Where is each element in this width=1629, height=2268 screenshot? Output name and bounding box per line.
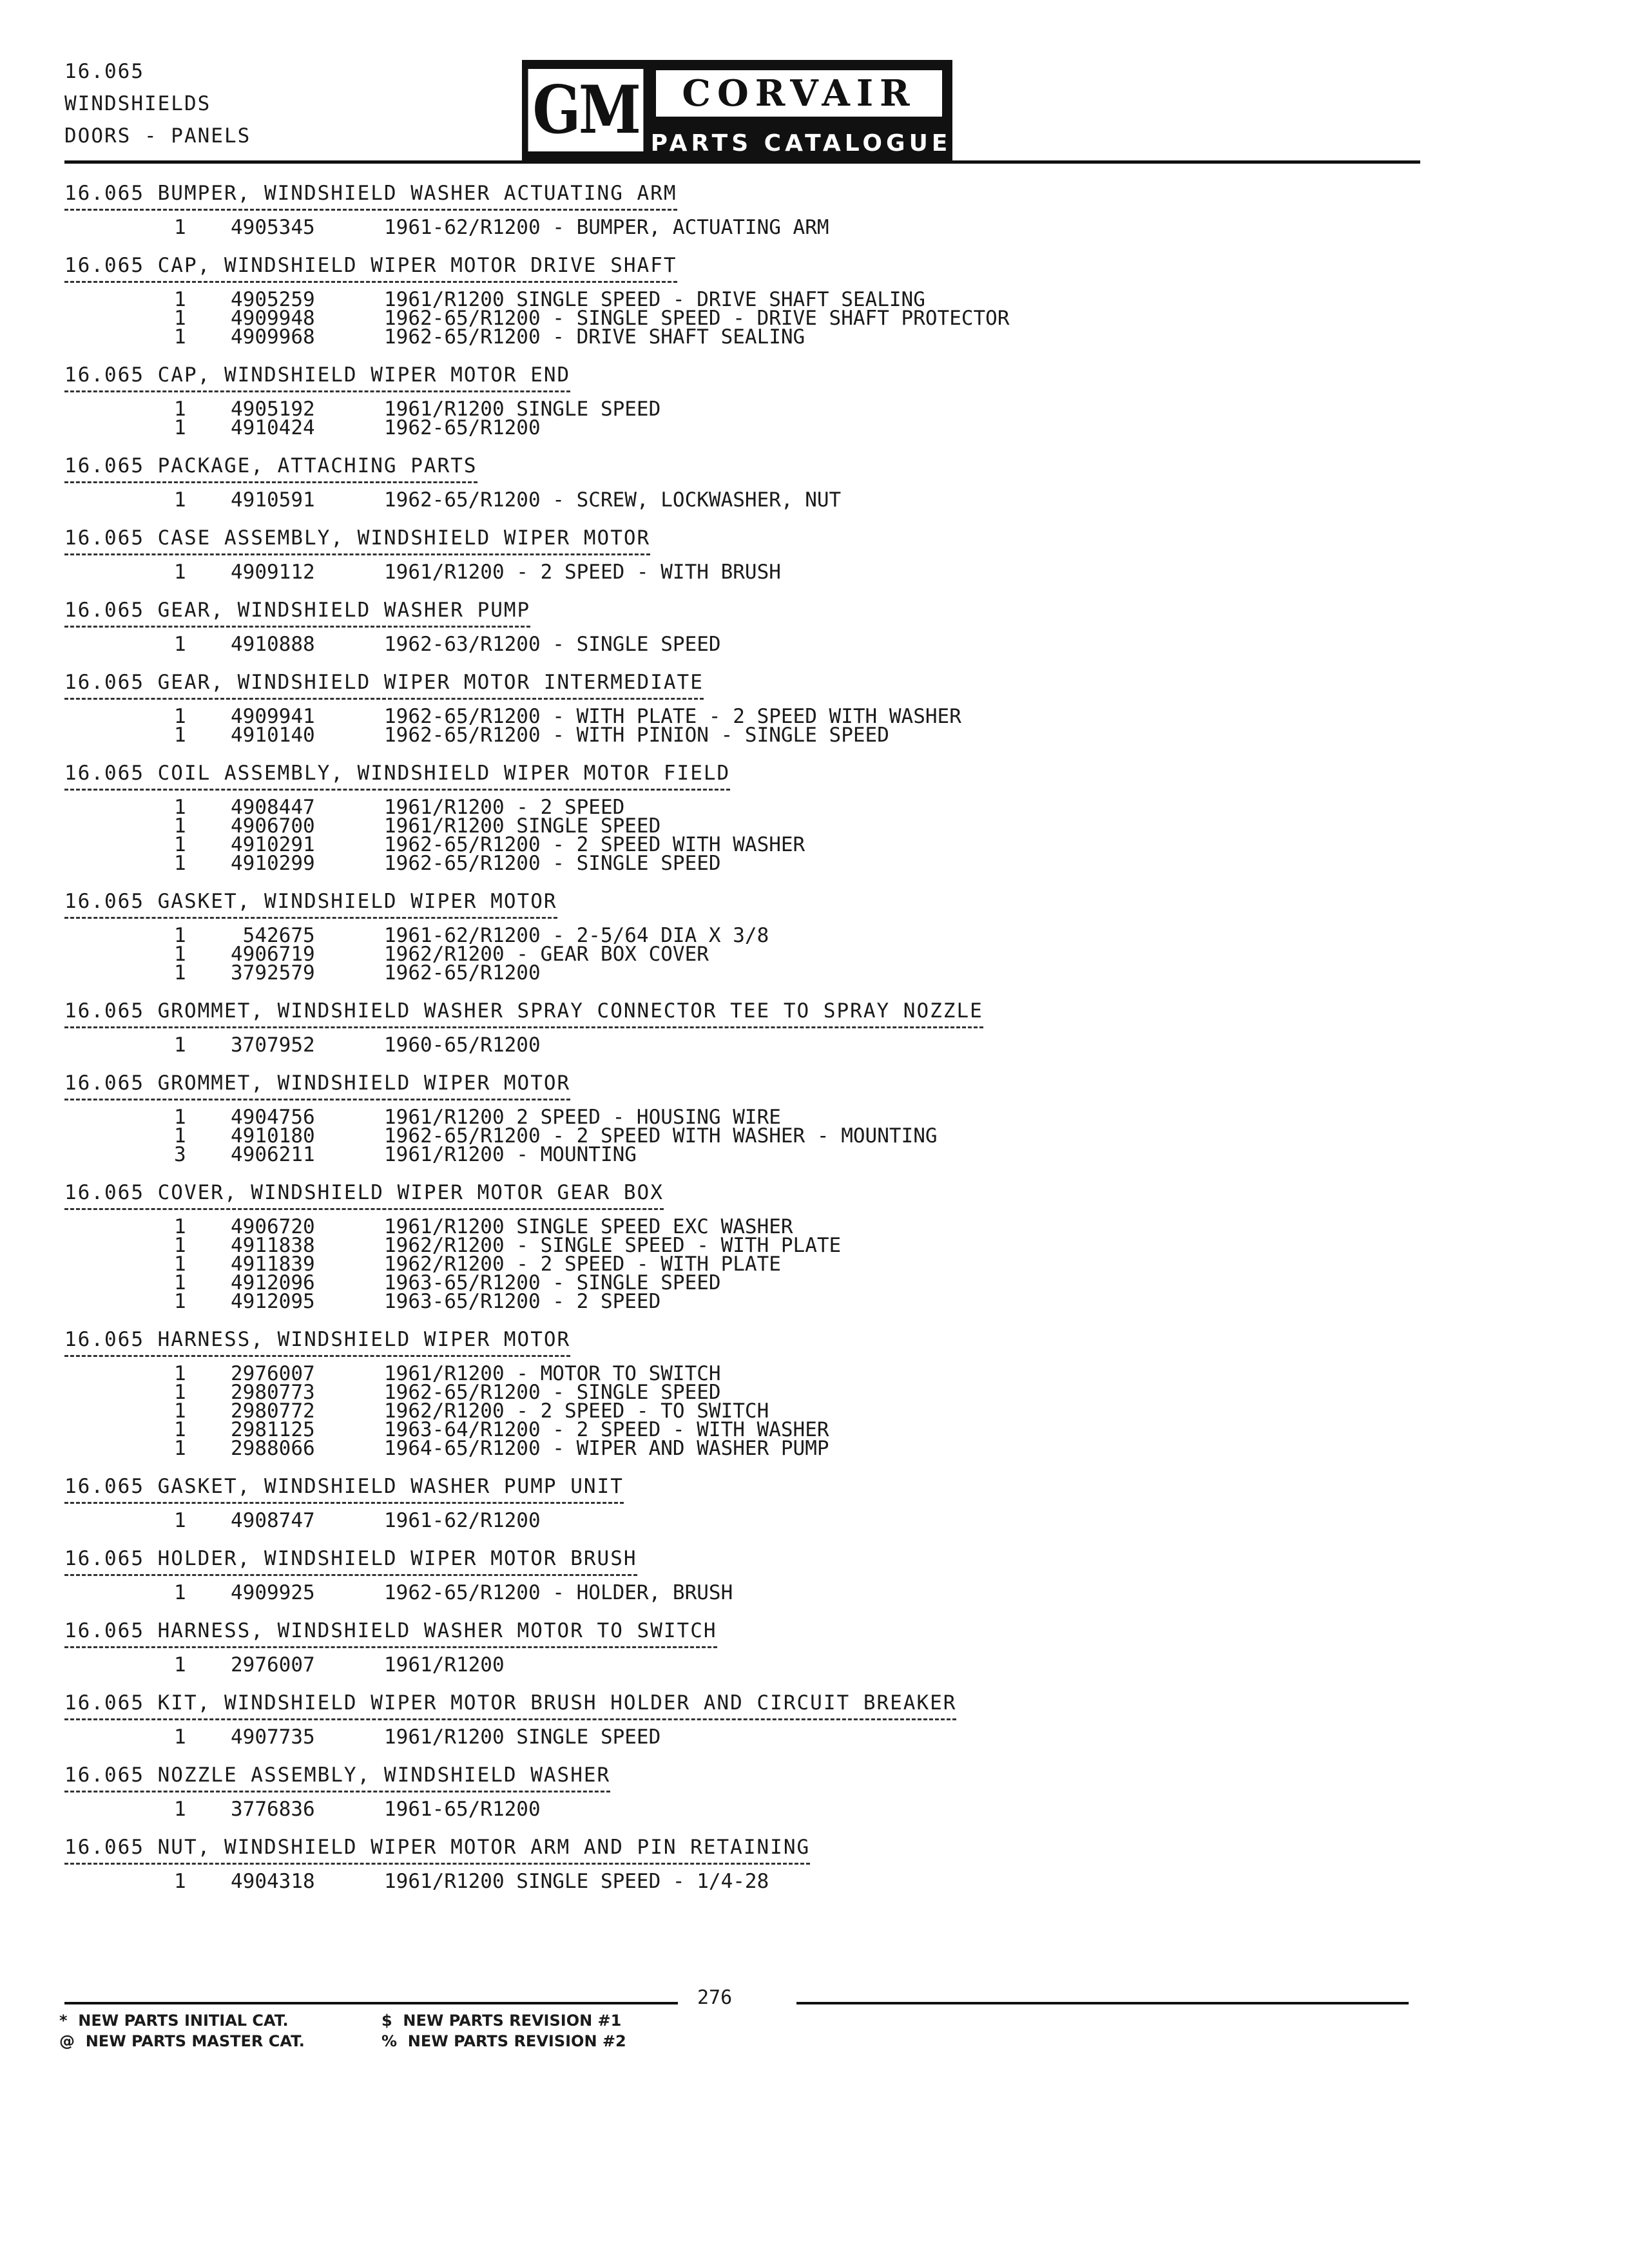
part-rows xyxy=(64,1362,1431,1460)
part-group xyxy=(64,669,1431,745)
part-row xyxy=(64,1653,1431,1677)
part-group-title: 16.065 COVER, WINDSHIELD WIPER MOTOR GEAR BOX xyxy=(64,1180,664,1210)
part-group xyxy=(64,1762,1431,1819)
part-number: 4905259 xyxy=(231,288,315,311)
part-group-title: 16.065 HARNESS, WINDSHIELD WIPER MOTOR xyxy=(64,1327,570,1357)
part-group-title: 16.065 GROMMET, WINDSHIELD WIPER MOTOR xyxy=(64,1070,570,1100)
part-number: 4908447 xyxy=(231,796,315,819)
part-quantity: 1 xyxy=(174,398,186,421)
footer-rule-left xyxy=(64,2002,678,2004)
part-number: 4906700 xyxy=(231,814,315,838)
part-row xyxy=(64,488,1431,512)
part-quantity: 1 xyxy=(174,1234,186,1257)
part-rows xyxy=(64,563,1431,582)
part-row xyxy=(64,1143,1431,1166)
part-quantity: 1 xyxy=(174,633,186,656)
part-number: 4909968 xyxy=(231,325,315,349)
part-quantity: 1 xyxy=(174,1033,186,1057)
part-group-title: 16.065 CAP, WINDSHIELD WIPER MOTOR DRIVE SHAFT xyxy=(64,253,677,283)
part-number: 4911839 xyxy=(231,1253,315,1276)
part-group-title: 16.065 GASKET, WINDSHIELD WASHER PUMP UNIT xyxy=(64,1474,624,1504)
part-number: 4907735 xyxy=(231,1725,315,1749)
part-quantity: 1 xyxy=(174,1509,186,1532)
part-rows xyxy=(64,400,1431,437)
part-row xyxy=(64,1439,1431,1458)
part-group-title: 16.065 PACKAGE, ATTACHING PARTS xyxy=(64,453,477,483)
part-rows xyxy=(64,924,1431,985)
part-group xyxy=(64,1474,1431,1530)
part-description: 1961/R1200 SINGLE SPEED xyxy=(384,398,661,421)
part-row xyxy=(64,1800,1431,1819)
part-group-title: 16.065 CAP, WINDSHIELD WIPER MOTOR END xyxy=(64,362,570,392)
part-quantity: 1 xyxy=(174,1106,186,1129)
part-rows xyxy=(64,1725,1431,1749)
part-rows xyxy=(64,1581,1431,1604)
part-group-title: 16.065 GASKET, WINDSHIELD WIPER MOTOR xyxy=(64,889,557,919)
part-description: 1961/R1200 xyxy=(384,1653,505,1677)
section-number: 16.065 xyxy=(64,60,144,83)
part-quantity: 1 xyxy=(174,852,186,875)
part-number: 4906720 xyxy=(231,1215,315,1238)
part-rows xyxy=(64,1215,1431,1313)
legend-item-right: % NEW PARTS REVISION #2 xyxy=(381,2032,626,2050)
part-description: 1961/R1200 SINGLE SPEED EXC WASHER xyxy=(384,1215,793,1238)
part-quantity: 1 xyxy=(174,705,186,728)
part-quantity: 1 xyxy=(174,1381,186,1404)
part-description: 1961/R1200 SINGLE SPEED - DRIVE SHAFT SEALING xyxy=(384,288,925,311)
part-group xyxy=(64,525,1431,582)
gm-corvair-logo xyxy=(522,60,952,160)
part-rows xyxy=(64,1872,1431,1891)
part-quantity: 1 xyxy=(174,943,186,966)
part-description: 1961-62/R1200 xyxy=(384,1509,541,1532)
part-quantity: 1 xyxy=(174,216,186,239)
part-group-title: 16.065 BUMPER, WINDSHIELD WASHER ACTUATING ARM xyxy=(64,180,677,211)
part-quantity: 1 xyxy=(174,307,186,330)
part-description: 1962/R1200 - SINGLE SPEED - WITH PLATE xyxy=(384,1234,842,1257)
part-rows xyxy=(64,288,1431,349)
part-group xyxy=(64,362,1431,437)
part-description: 1962-65/R1200 - HOLDER, BRUSH xyxy=(384,1581,733,1604)
part-number: 3707952 xyxy=(231,1033,315,1057)
part-group-title: 16.065 COIL ASSEMBLY, WINDSHIELD WIPER MOTOR FIELD xyxy=(64,760,730,791)
part-row xyxy=(64,1872,1431,1891)
header-rule xyxy=(64,160,1420,164)
part-number: 2981125 xyxy=(231,1418,315,1441)
part-row xyxy=(64,1033,1431,1057)
part-group xyxy=(64,998,1431,1055)
part-description: 1962-65/R1200 - SCREW, LOCKWASHER, NUT xyxy=(384,488,842,512)
part-quantity: 1 xyxy=(174,833,186,856)
part-number: 4905192 xyxy=(231,398,315,421)
header-category: WINDSHIELDS xyxy=(64,92,211,115)
part-number: 4909948 xyxy=(231,307,315,330)
part-number: 4904318 xyxy=(231,1870,315,1893)
part-row xyxy=(64,563,1431,582)
part-number: 4912095 xyxy=(231,1290,315,1313)
part-number: 4910299 xyxy=(231,852,315,875)
part-rows xyxy=(64,488,1431,512)
part-rows xyxy=(64,1033,1431,1057)
part-quantity: 1 xyxy=(174,1581,186,1604)
part-description: 1962-65/R1200 - 2 SPEED WITH WASHER xyxy=(384,833,805,856)
page-header-text xyxy=(64,55,251,152)
part-row xyxy=(64,325,1431,349)
part-group xyxy=(64,597,1431,654)
gm-logo-text: GM xyxy=(528,69,644,151)
part-description: 1961-62/R1200 - 2-5/64 DIA X 3/8 xyxy=(384,924,769,947)
part-description: 1961/R1200 - 2 SPEED - WITH BRUSH xyxy=(384,561,781,584)
part-number: 4910291 xyxy=(231,833,315,856)
legend-item-right: $ NEW PARTS REVISION #1 xyxy=(381,2012,622,2030)
footer-rule-right xyxy=(796,2002,1409,2004)
gm-logo-mark xyxy=(522,60,650,160)
part-description: 1961-62/R1200 - BUMPER, ACTUATING ARM xyxy=(384,216,829,239)
part-rows xyxy=(64,1108,1431,1164)
part-group-title: 16.065 HOLDER, WINDSHIELD WIPER MOTOR BRUSH xyxy=(64,1546,637,1576)
part-quantity: 1 xyxy=(174,1437,186,1460)
part-group-title: 16.065 CASE ASSEMBLY, WINDSHIELD WIPER MOTOR xyxy=(64,525,650,555)
part-description: 1961/R1200 SINGLE SPEED xyxy=(384,814,661,838)
part-group xyxy=(64,889,1431,983)
part-number: 4910180 xyxy=(231,1124,315,1148)
part-description: 1962/R1200 - 2 SPEED - WITH PLATE xyxy=(384,1253,781,1276)
part-group-title: 16.065 GROMMET, WINDSHIELD WASHER SPRAY CONNECTOR TEE TO SPRAY NOZZLE xyxy=(64,998,983,1028)
part-description: 1962-65/R1200 - SINGLE SPEED - DRIVE SHAFT PROTECTOR xyxy=(384,307,1010,330)
part-row xyxy=(64,1725,1431,1749)
part-description: 1962-65/R1200 - 2 SPEED WITH WASHER - MOUNTING xyxy=(384,1124,938,1148)
part-group-title: 16.065 NUT, WINDSHIELD WIPER MOTOR ARM AND PIN RETAINING xyxy=(64,1834,810,1865)
part-rows xyxy=(64,1653,1431,1677)
part-quantity: 1 xyxy=(174,724,186,747)
part-group xyxy=(64,760,1431,873)
parts-listing xyxy=(64,180,1431,1907)
part-number: 3792579 xyxy=(231,961,315,985)
part-description: 1962-65/R1200 - SINGLE SPEED xyxy=(384,852,721,875)
legend-item-left: * NEW PARTS INITIAL CAT. xyxy=(59,2012,289,2030)
part-quantity: 1 xyxy=(174,1253,186,1276)
part-quantity: 1 xyxy=(174,488,186,512)
part-description: 1963-65/R1200 - SINGLE SPEED xyxy=(384,1271,721,1294)
part-quantity: 1 xyxy=(174,561,186,584)
part-description: 1960-65/R1200 xyxy=(384,1033,541,1057)
part-group-title: 16.065 HARNESS, WINDSHIELD WASHER MOTOR TO SWITCH xyxy=(64,1618,717,1648)
part-number: 4909925 xyxy=(231,1581,315,1604)
part-number: 4911838 xyxy=(231,1234,315,1257)
part-group xyxy=(64,1690,1431,1747)
part-row xyxy=(64,726,1431,745)
part-description: 1961/R1200 SINGLE SPEED - 1/4-28 xyxy=(384,1870,769,1893)
part-quantity: 1 xyxy=(174,1653,186,1677)
part-description: 1963-64/R1200 - 2 SPEED - WITH WASHER xyxy=(384,1418,829,1441)
part-group-title: 16.065 NOZZLE ASSEMBLY, WINDSHIELD WASHER xyxy=(64,1762,610,1792)
part-description: 1963-65/R1200 - 2 SPEED xyxy=(384,1290,661,1313)
part-quantity: 1 xyxy=(174,288,186,311)
part-quantity: 1 xyxy=(174,1418,186,1441)
part-quantity: 1 xyxy=(174,961,186,985)
part-number: 2976007 xyxy=(231,1653,315,1677)
part-rows xyxy=(64,218,1431,237)
part-rows xyxy=(64,635,1431,654)
part-number: 4910888 xyxy=(231,633,315,656)
part-group-title: 16.065 GEAR, WINDSHIELD WIPER MOTOR INTERMEDIATE xyxy=(64,669,704,700)
part-number: 4909112 xyxy=(231,561,315,584)
part-quantity: 1 xyxy=(174,1399,186,1423)
part-group xyxy=(64,453,1431,510)
legend-item-left: @ NEW PARTS MASTER CAT. xyxy=(59,2032,305,2050)
part-quantity: 1 xyxy=(174,1362,186,1385)
part-group xyxy=(64,1834,1431,1891)
part-description: 1961/R1200 - MOUNTING xyxy=(384,1143,637,1166)
part-description: 1962-65/R1200 - DRIVE SHAFT SEALING xyxy=(384,325,805,349)
part-number: 2980772 xyxy=(231,1399,315,1423)
part-number: 2980773 xyxy=(231,1381,315,1404)
part-number: 4905345 xyxy=(231,216,315,239)
part-quantity: 1 xyxy=(174,1290,186,1313)
part-description: 1961-65/R1200 xyxy=(384,1798,541,1821)
part-quantity: 1 xyxy=(174,1271,186,1294)
part-description: 1962-65/R1200 xyxy=(384,961,541,985)
part-group xyxy=(64,253,1431,347)
part-group xyxy=(64,1618,1431,1675)
part-description: 1961/R1200 2 SPEED - HOUSING WIRE xyxy=(384,1106,781,1129)
part-number: 4906211 xyxy=(231,1143,315,1166)
part-rows xyxy=(64,1800,1431,1819)
part-description: 1964-65/R1200 - WIPER AND WASHER PUMP xyxy=(384,1437,829,1460)
part-description: 1961/R1200 - 2 SPEED xyxy=(384,796,625,819)
header-subcategory: DOORS - PANELS xyxy=(64,124,251,148)
part-quantity: 1 xyxy=(174,1124,186,1148)
part-description: 1961/R1200 SINGLE SPEED xyxy=(384,1725,661,1749)
part-group xyxy=(64,180,1431,237)
part-row xyxy=(64,416,1431,439)
part-number: 4910591 xyxy=(231,488,315,512)
part-row xyxy=(64,961,1431,985)
part-number: 2988066 xyxy=(231,1437,315,1460)
part-number: 3776836 xyxy=(231,1798,315,1821)
part-number: 4912096 xyxy=(231,1271,315,1294)
part-number: 4904756 xyxy=(231,1106,315,1129)
part-rows xyxy=(64,798,1431,873)
part-row xyxy=(64,1581,1431,1604)
part-number: 4910140 xyxy=(231,724,315,747)
legend-row xyxy=(59,2010,704,2031)
part-quantity: 1 xyxy=(174,325,186,349)
corvair-title: CORVAIR xyxy=(656,70,942,117)
part-group-title: 16.065 GEAR, WINDSHIELD WASHER PUMP xyxy=(64,597,530,628)
part-quantity: 1 xyxy=(174,1870,186,1893)
part-number: 4908747 xyxy=(231,1509,315,1532)
part-group xyxy=(64,1546,1431,1602)
part-description: 1962/R1200 - 2 SPEED - TO SWITCH xyxy=(384,1399,769,1423)
part-number: 4909941 xyxy=(231,705,315,728)
part-description: 1962-65/R1200 - WITH PLATE - 2 SPEED WITH WASHER xyxy=(384,705,961,728)
part-group xyxy=(64,1327,1431,1458)
part-number: 4910424 xyxy=(231,416,315,439)
part-description: 1961/R1200 - MOTOR TO SWITCH xyxy=(384,1362,721,1385)
part-description: 1962-63/R1200 - SINGLE SPEED xyxy=(384,633,721,656)
part-description: 1962-65/R1200 xyxy=(384,416,541,439)
parts-catalogue-label: PARTS CATALOGUE xyxy=(650,130,952,157)
part-quantity: 1 xyxy=(174,1725,186,1749)
part-quantity: 1 xyxy=(174,1798,186,1821)
part-row xyxy=(64,635,1431,654)
part-rows xyxy=(64,707,1431,745)
part-description: 1962-65/R1200 - SINGLE SPEED xyxy=(384,1381,721,1404)
part-group-title: 16.065 KIT, WINDSHIELD WIPER MOTOR BRUSH HOLDER AND CIRCUIT BREAKER xyxy=(64,1690,956,1720)
legend-row xyxy=(59,2031,704,2052)
footer-legend xyxy=(59,2010,704,2052)
part-quantity: 3 xyxy=(174,1143,186,1166)
part-row xyxy=(64,854,1431,873)
page-number: 276 xyxy=(697,1986,733,2009)
part-number: 2976007 xyxy=(231,1362,315,1385)
part-description: 1962-65/R1200 - WITH PINION - SINGLE SPEED xyxy=(384,724,889,747)
part-quantity: 1 xyxy=(174,1215,186,1238)
part-group xyxy=(64,1180,1431,1311)
part-row xyxy=(64,1290,1431,1313)
part-group xyxy=(64,1070,1431,1164)
part-quantity: 1 xyxy=(174,796,186,819)
part-row xyxy=(64,218,1431,237)
part-quantity: 1 xyxy=(174,814,186,838)
part-quantity: 1 xyxy=(174,924,186,947)
part-row xyxy=(64,1509,1431,1532)
part-rows xyxy=(64,1509,1431,1532)
part-description: 1962/R1200 - GEAR BOX COVER xyxy=(384,943,709,966)
catalogue-banner xyxy=(650,60,952,160)
part-quantity: 1 xyxy=(174,416,186,439)
part-number: 4906719 xyxy=(231,943,315,966)
part-number: 542675 xyxy=(231,924,315,947)
